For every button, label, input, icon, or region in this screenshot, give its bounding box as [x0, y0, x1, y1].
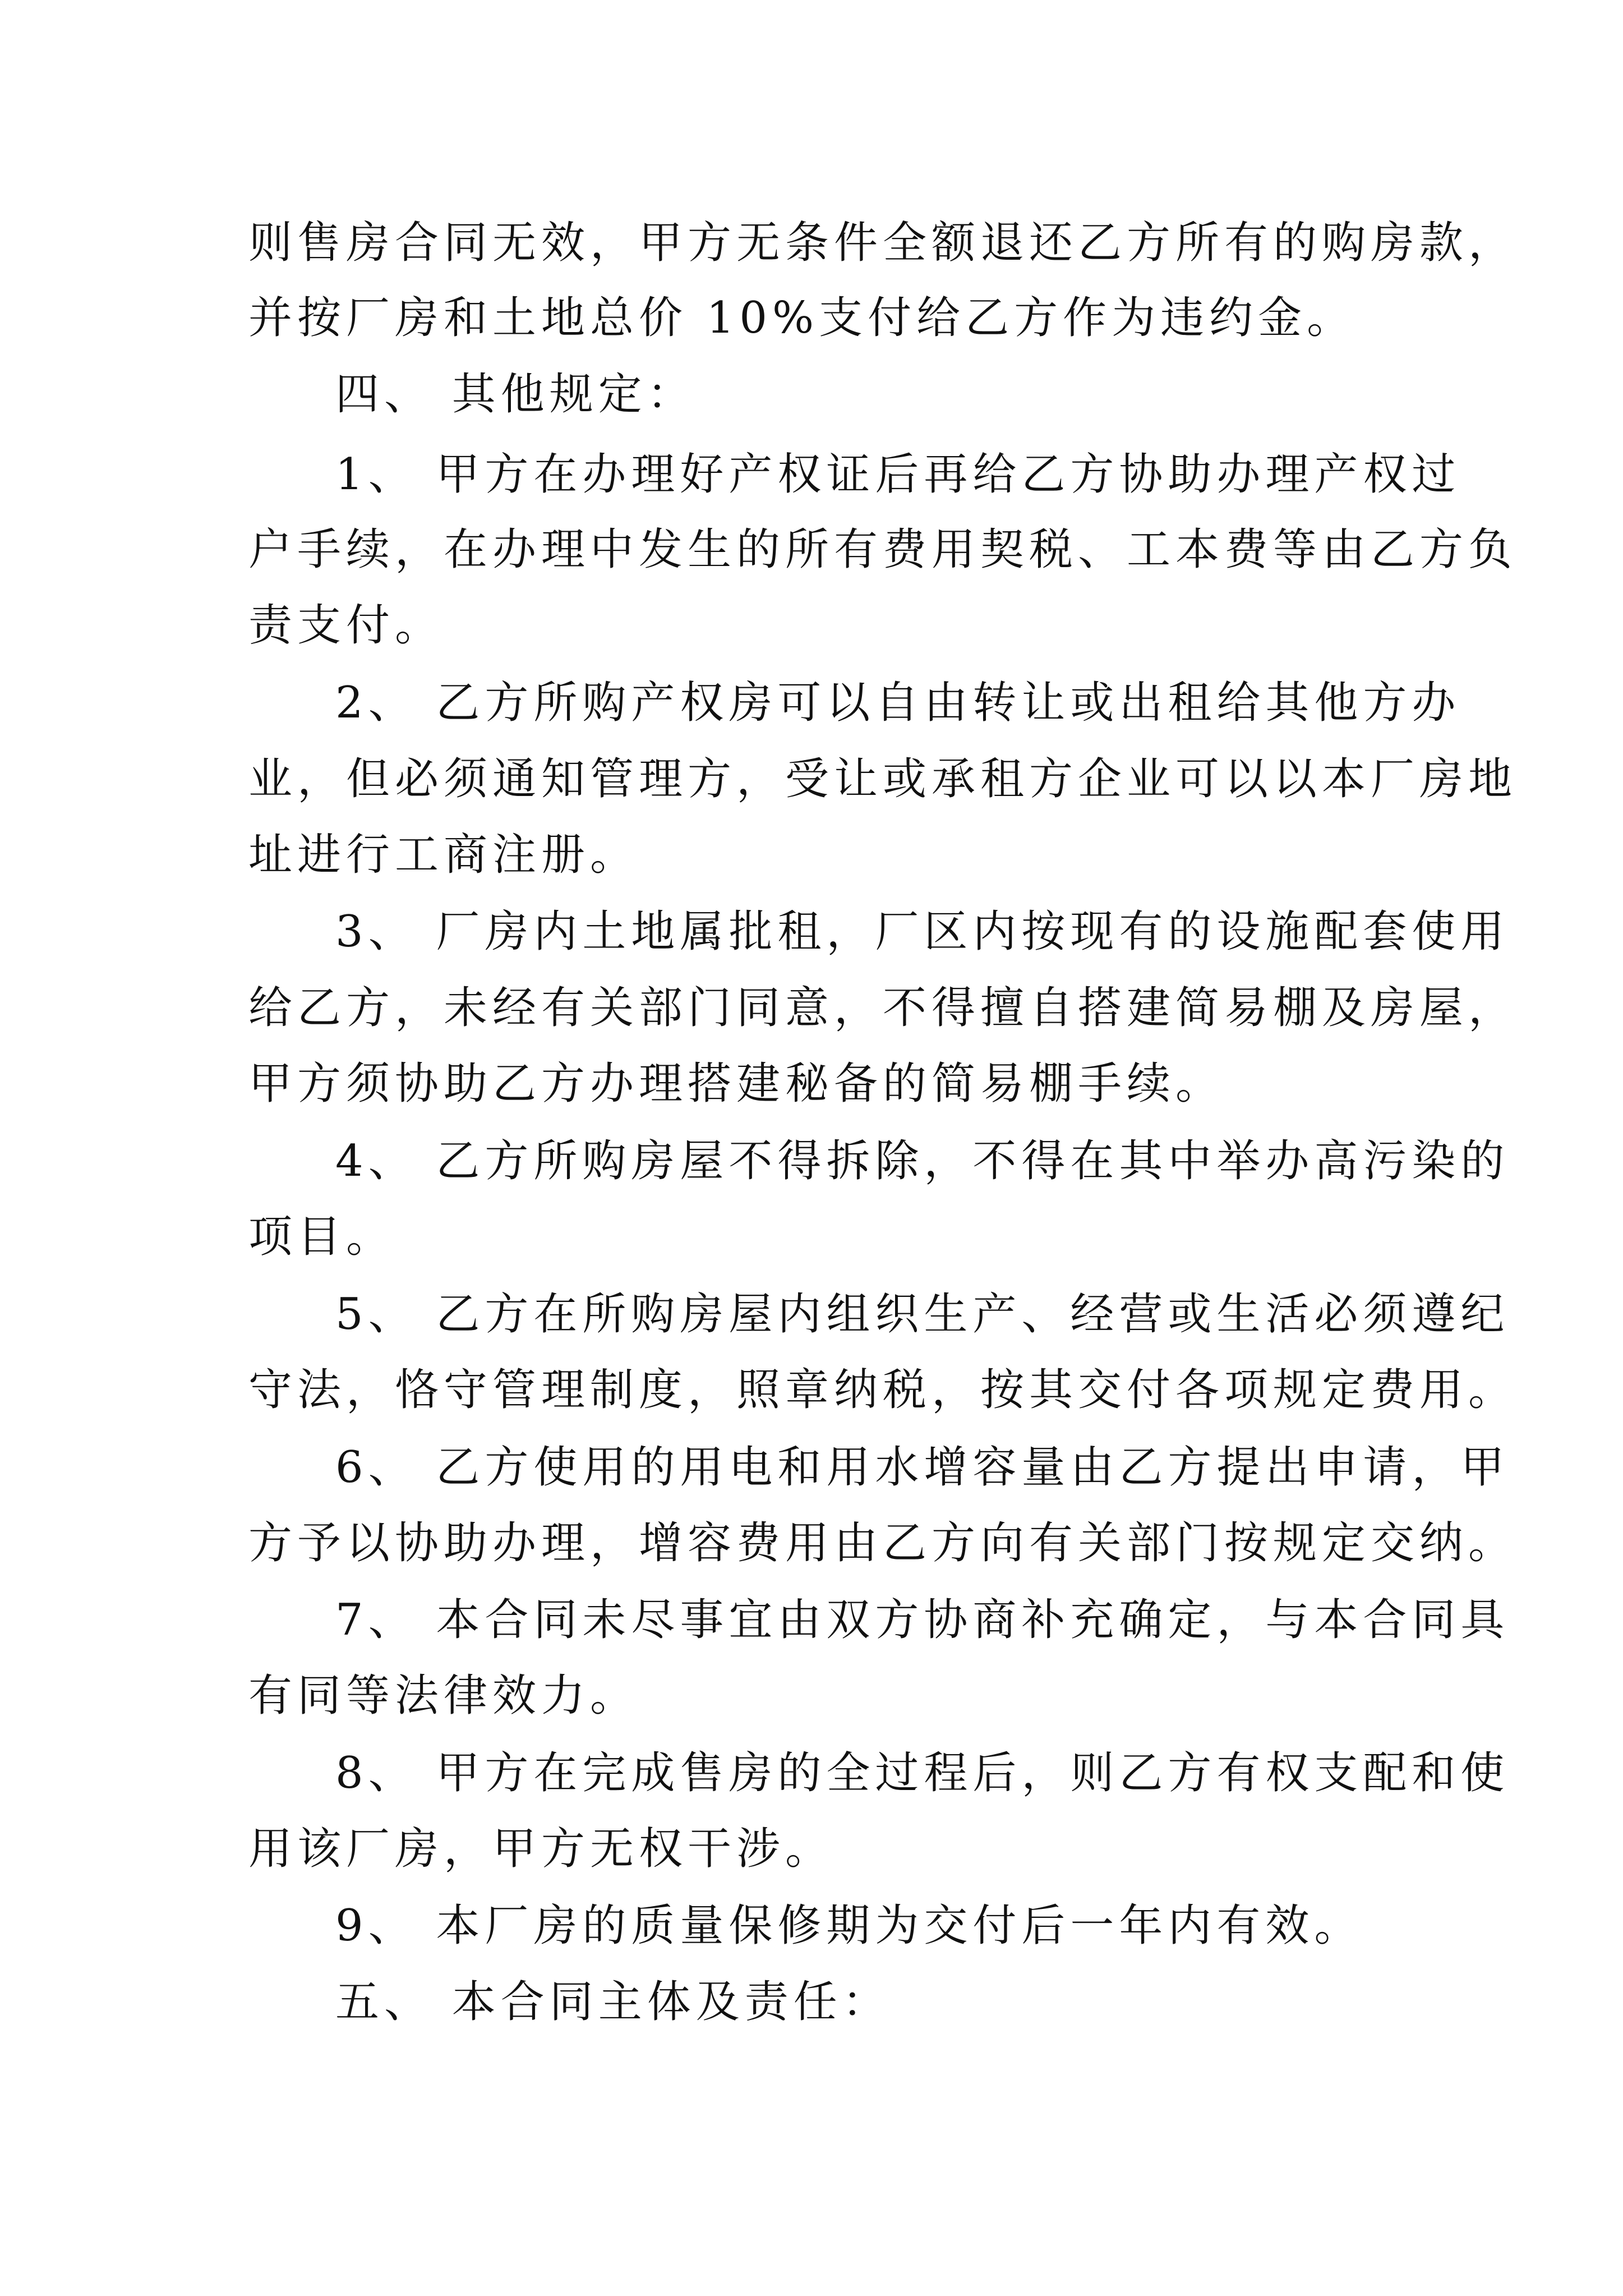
text-line: 1、 甲方在办理好产权证后再给乙方协助办理产权过	[335, 449, 1461, 500]
text-line: 户手续，在办理中发生的所有费用契税、工本费等由乙方负	[248, 524, 1518, 575]
text-line: 甲方须协助乙方办理搭建秘备的简易棚手续。	[248, 1059, 1225, 1109]
text-line: 则售房合同无效，甲方无条件全额退还乙方所有的购房款，	[248, 218, 1518, 268]
section-heading: 四、 其他规定：	[335, 369, 696, 420]
text-line: 有同等法律效力。	[248, 1671, 639, 1721]
text-line: 给乙方，未经有关部门同意，不得擅自搭建简易棚及房屋，	[248, 983, 1518, 1033]
text-line: 责支付。	[248, 600, 444, 651]
text-line: 址进行工商注册。	[248, 830, 639, 880]
text-line: 4、 乙方所购房屋不得拆除，不得在其中举办高污染的	[335, 1136, 1510, 1186]
text-line: 6、 乙方使用的用电和用水增容量由乙方提出申请，甲	[335, 1442, 1510, 1493]
text-line: 3、 厂房内土地属批租，厂区内按现有的设施配套使用	[335, 907, 1510, 957]
text-line: 8、 甲方在完成售房的全过程后，则乙方有权支配和使	[335, 1748, 1510, 1798]
text-line: 并按厂房和土地总价 10%支付给乙方作为违约金。	[248, 293, 1356, 343]
text-line: 5、 乙方在所购房屋内组织生产、经营或生活必须遵纪	[335, 1289, 1510, 1340]
text-line: 方予以协助办理，增容费用由乙方向有关部门按规定交纳。	[248, 1518, 1518, 1568]
text-line: 9、 本厂房的质量保修期为交付后一年内有效。	[335, 1901, 1363, 1951]
text-line: 2、 乙方所购产权房可以自由转让或出租给其他方办	[335, 678, 1461, 728]
text-line: 7、 本合同未尽事宜由双方协商补充确定，与本合同具	[335, 1595, 1510, 1645]
text-line: 业，但必须通知管理方，受让或承租方企业可以以本厂房地	[248, 754, 1518, 804]
text-line: 用该厂房，甲方无权干涉。	[248, 1824, 834, 1874]
section-heading: 五、 本合同主体及责任：	[335, 1977, 891, 2027]
text-line: 守法，恪守管理制度，照章纳税，按其交付各项规定费用。	[248, 1365, 1518, 1415]
text-line: 项目。	[248, 1212, 395, 1262]
